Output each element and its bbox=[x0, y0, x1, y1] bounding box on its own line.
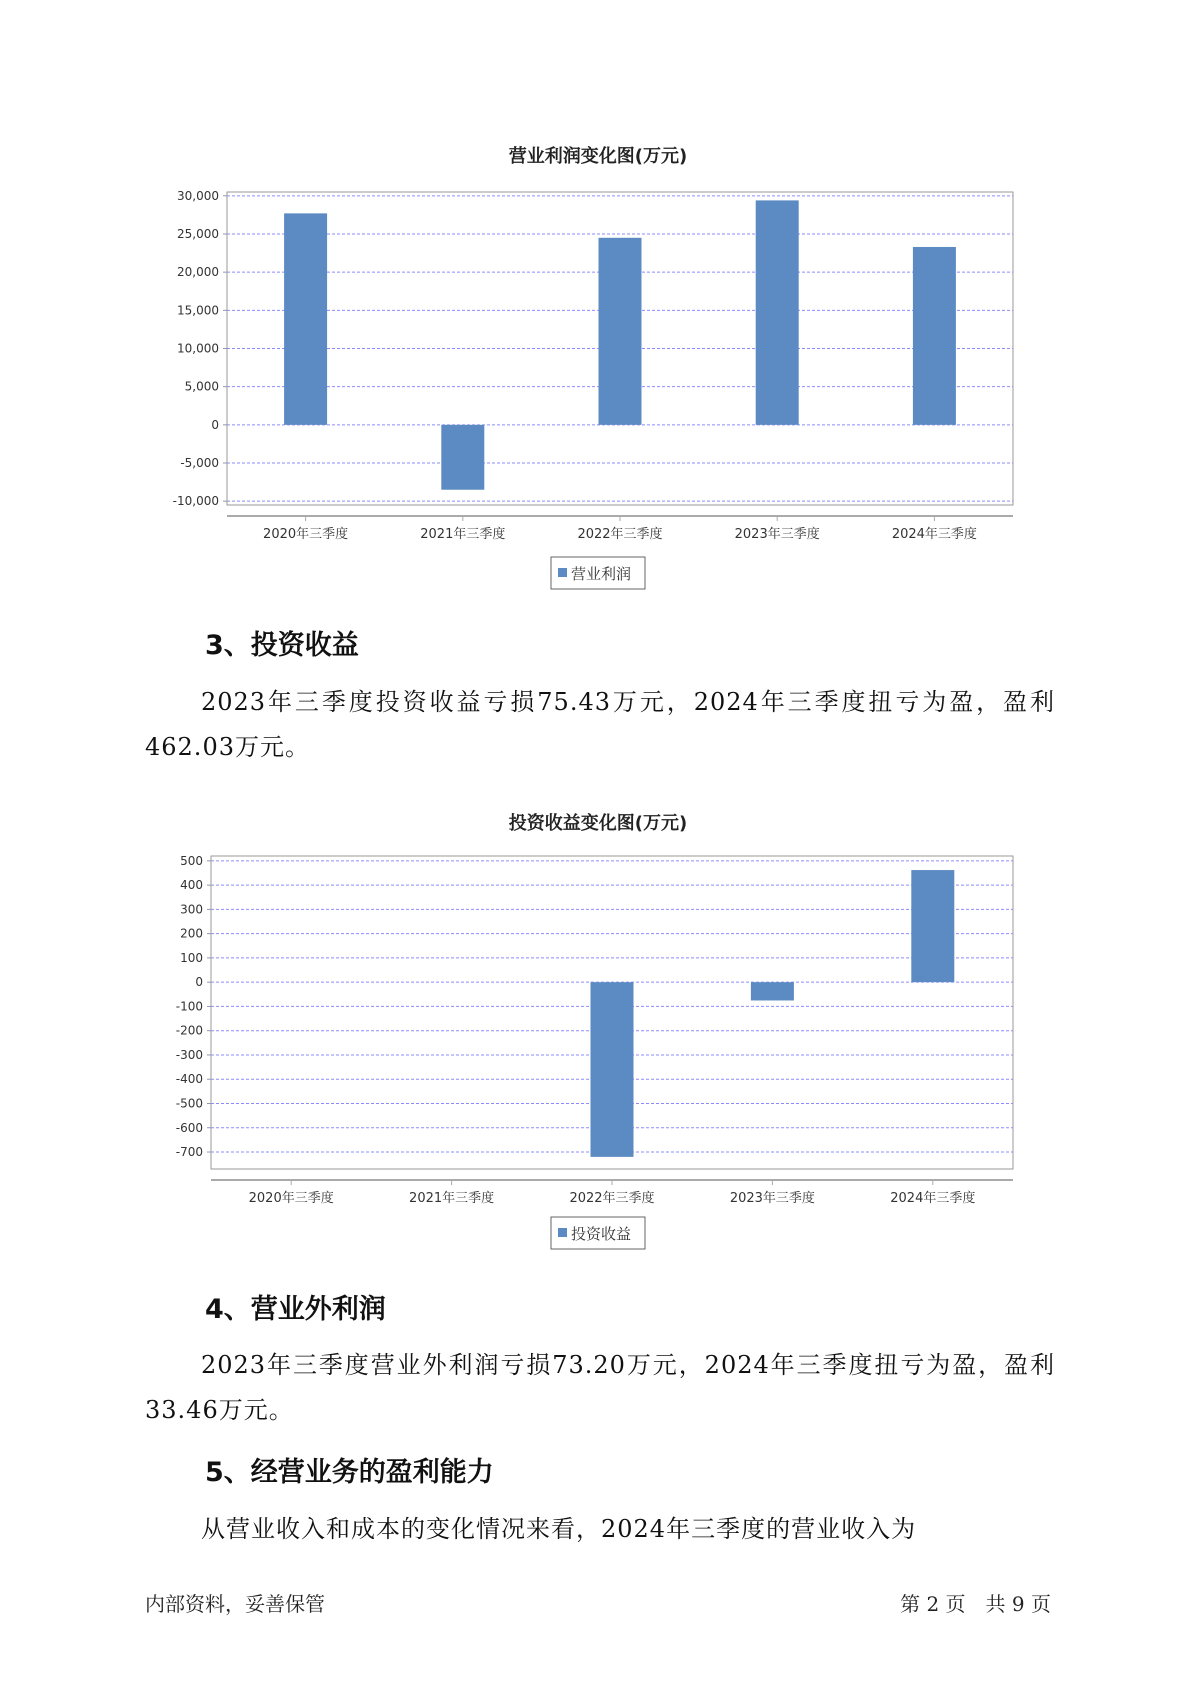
section-5-paragraph: 从营业收入和成本的变化情况来看，2024年三季度的营业收入为 bbox=[201, 1515, 917, 1543]
legend bbox=[551, 1217, 645, 1249]
y-tick-label: -600 bbox=[175, 1120, 203, 1135]
y-tick-label: -700 bbox=[175, 1145, 203, 1160]
section-3-heading: 3、投资收益 bbox=[205, 630, 359, 661]
x-tick-label: 2021年三季度 bbox=[409, 1191, 495, 1206]
y-tick-label: 100 bbox=[180, 950, 203, 965]
x-tick-label: 2023年三季度 bbox=[734, 527, 820, 542]
legend-label: 投资收益 bbox=[571, 1225, 632, 1243]
bar bbox=[913, 247, 956, 425]
bar bbox=[284, 213, 327, 424]
legend bbox=[551, 557, 645, 589]
investment-income-chart bbox=[0, 800, 1191, 1250]
bar bbox=[599, 238, 642, 425]
section-4-paragraph: 2023年三季度营业外利润亏损73.20万元，2024年三季度扭亏为盈，盈利33.46万元。 bbox=[145, 1351, 1055, 1424]
legend-label: 营业利润 bbox=[571, 565, 632, 583]
section-5-heading: 5、经营业务的盈利能力 bbox=[205, 1457, 494, 1488]
y-tick-label: 0 bbox=[195, 975, 203, 990]
legend-swatch bbox=[558, 1228, 567, 1237]
x-tick-label: 2022年三季度 bbox=[569, 1191, 655, 1206]
x-tick-label: 2022年三季度 bbox=[577, 527, 663, 542]
x-tick-label: 2020年三季度 bbox=[263, 527, 349, 542]
bar bbox=[911, 870, 954, 982]
legend-swatch bbox=[558, 568, 567, 577]
investment-income-chart-svg bbox=[0, 800, 1191, 1250]
bar bbox=[756, 200, 799, 424]
y-tick-label: 200 bbox=[180, 926, 203, 941]
bar bbox=[591, 982, 634, 1157]
y-tick-label: 500 bbox=[180, 853, 203, 868]
y-tick-label: 15,000 bbox=[177, 303, 219, 318]
y-tick-label: -100 bbox=[175, 999, 203, 1014]
y-tick-label: 400 bbox=[180, 878, 203, 893]
section-4-heading: 4、营业外利润 bbox=[205, 1294, 386, 1325]
chart-title: 投资收益变化图(万元) bbox=[508, 813, 688, 834]
y-tick-label: -5,000 bbox=[180, 456, 219, 471]
footer-confidential-note: 内部资料，妥善保管 bbox=[145, 1592, 325, 1616]
x-tick-label: 2024年三季度 bbox=[891, 527, 977, 542]
bar bbox=[751, 982, 794, 1000]
y-tick-label: -200 bbox=[175, 1023, 203, 1038]
x-tick-label: 2020年三季度 bbox=[248, 1191, 334, 1206]
x-tick-label: 2023年三季度 bbox=[729, 1191, 815, 1206]
x-tick-label: 2021年三季度 bbox=[420, 527, 506, 542]
y-tick-label: 0 bbox=[211, 417, 219, 432]
y-tick-label: 300 bbox=[180, 902, 203, 917]
footer-page-number: 第 2 页 共 9 页 bbox=[900, 1592, 1051, 1616]
y-tick-label: -300 bbox=[175, 1047, 203, 1062]
operating-profit-chart bbox=[0, 130, 1191, 600]
y-tick-label: 10,000 bbox=[177, 341, 219, 356]
section-3-paragraph: 2023年三季度投资收益亏损75.43万元，2024年三季度扭亏为盈，盈利462.03万元。 bbox=[145, 688, 1055, 761]
chart-title: 营业利润变化图(万元) bbox=[508, 146, 688, 167]
operating-profit-chart-svg bbox=[0, 130, 1191, 600]
y-tick-label: 5,000 bbox=[184, 379, 219, 394]
y-tick-label: -400 bbox=[175, 1072, 203, 1087]
y-tick-label: -10,000 bbox=[172, 494, 219, 509]
bar bbox=[441, 425, 484, 490]
y-tick-label: -500 bbox=[175, 1096, 203, 1111]
y-tick-label: 20,000 bbox=[177, 265, 219, 280]
x-tick-label: 2024年三季度 bbox=[890, 1191, 976, 1206]
y-tick-label: 25,000 bbox=[177, 226, 219, 241]
y-tick-label: 30,000 bbox=[177, 188, 219, 203]
